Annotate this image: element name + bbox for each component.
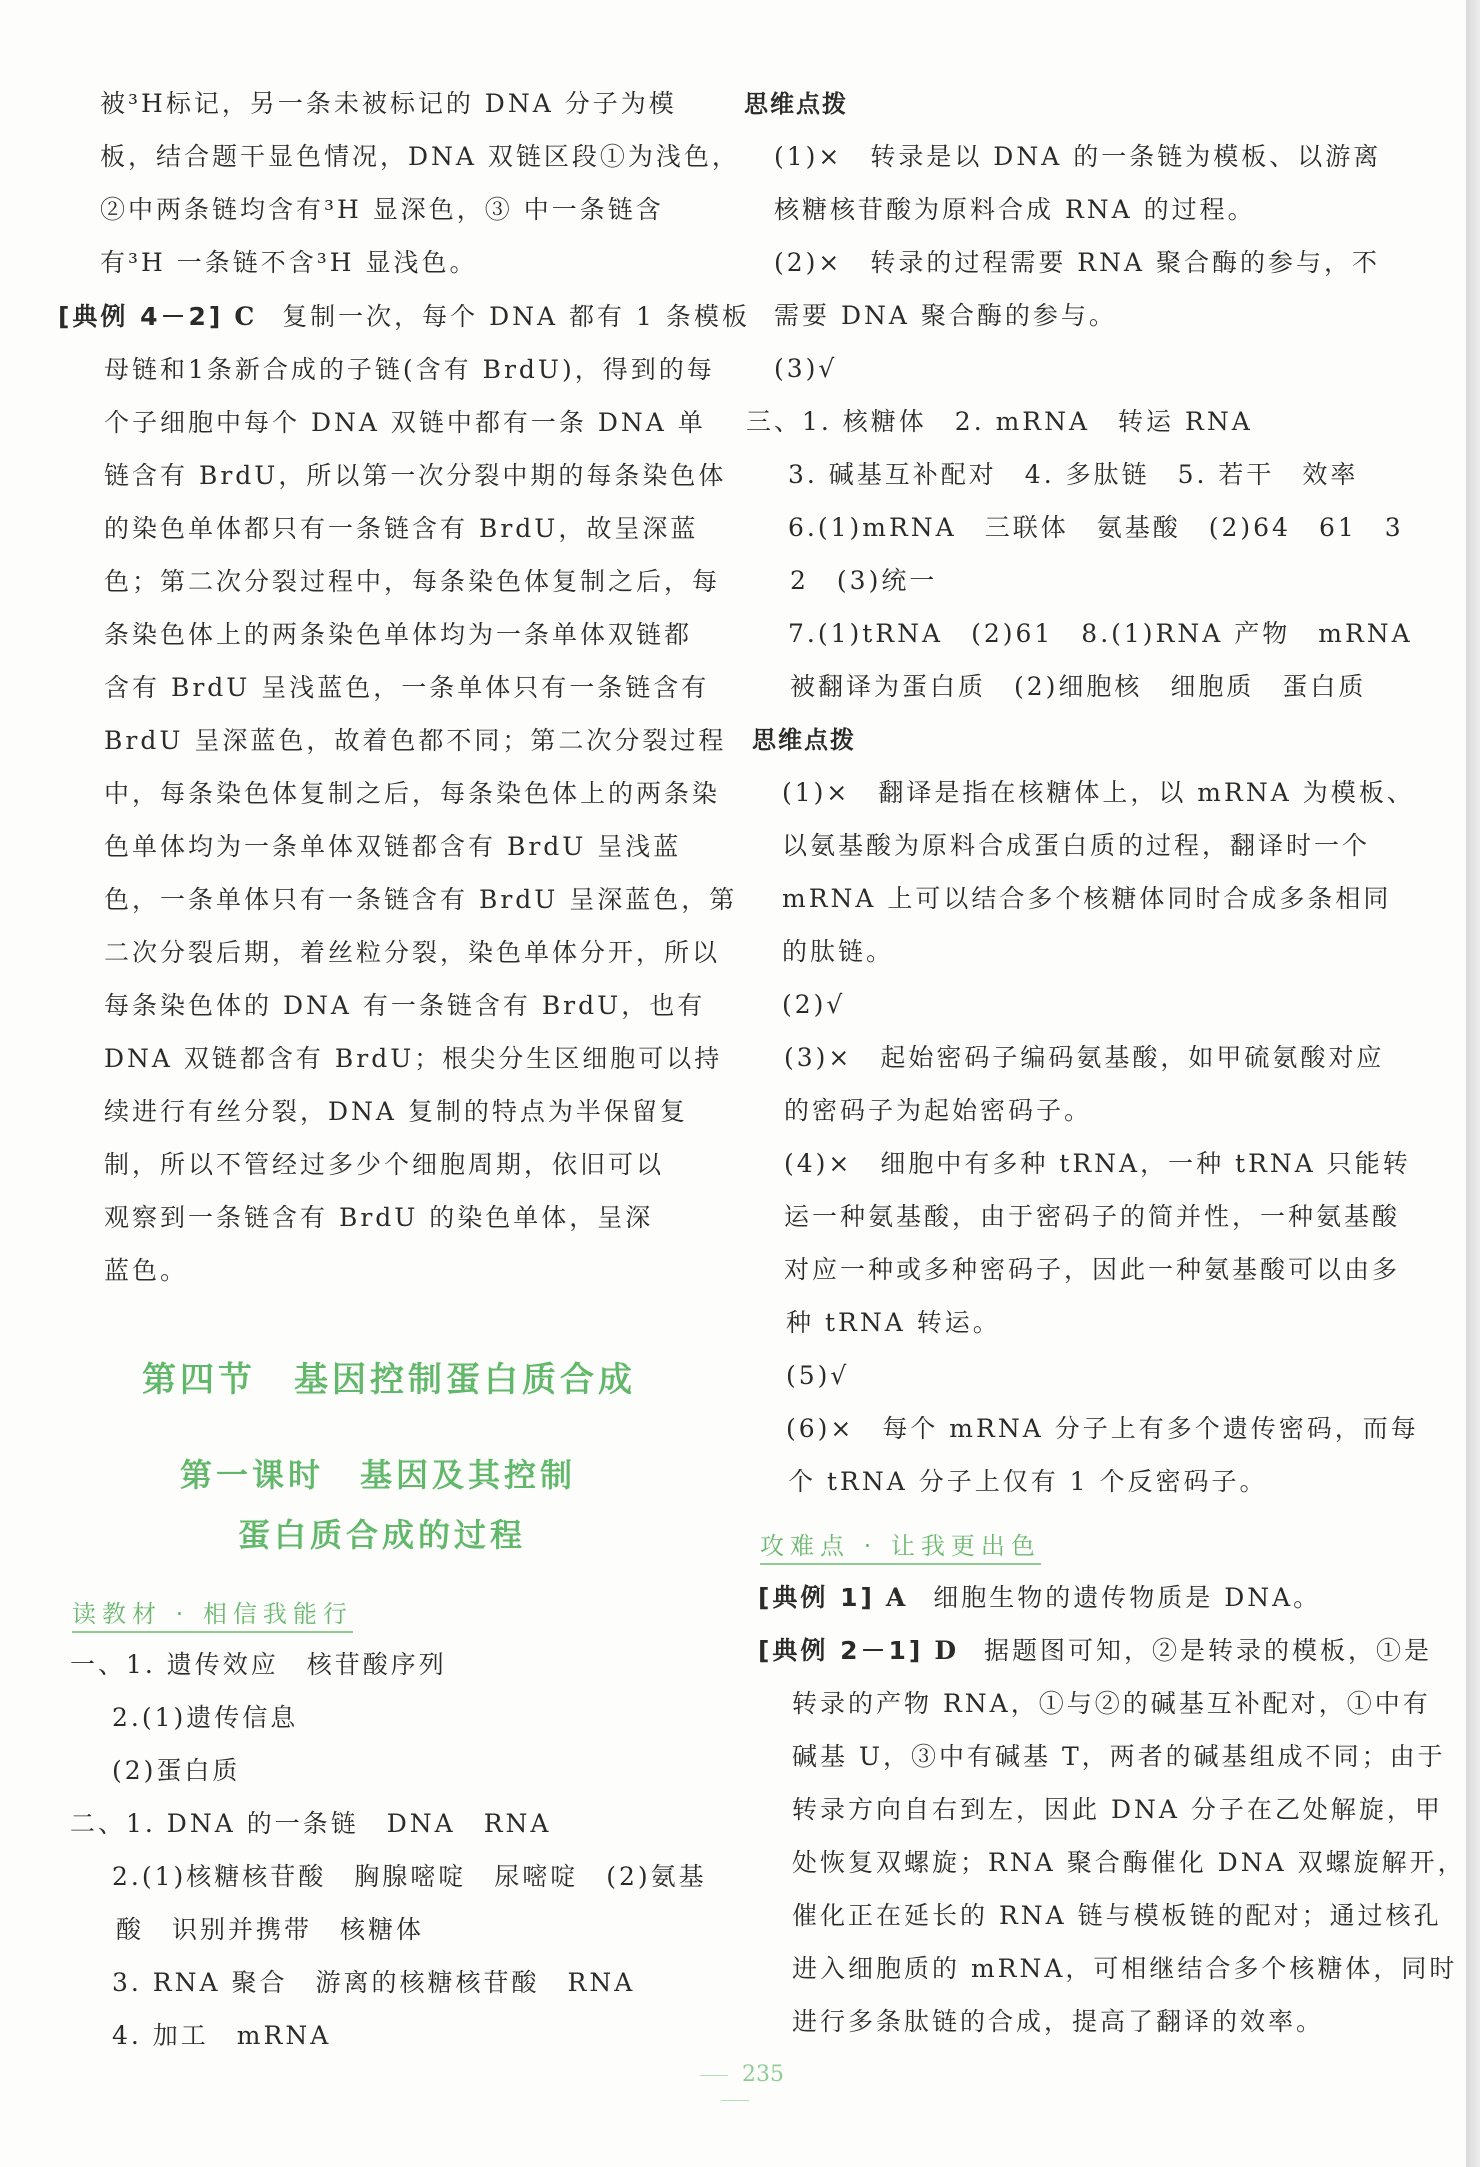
text-line: 进入细胞质的 mRNA，可相继结合多个核糖体，同时 — [792, 1954, 1458, 1983]
text-line: 二次分裂后期，着丝粒分裂，染色单体分开，所以 — [104, 938, 721, 967]
text-line: 的肽链。 — [782, 937, 895, 966]
lesson-title-line-2: 蛋白质合成的过程 — [238, 1516, 527, 1554]
answer-line: 7.(1)tRNA (2)61 8.(1)RNA 产物 mRNA — [788, 619, 1413, 648]
text-line: (4)× 细胞中有多种 tRNA，一种 tRNA 只能转 — [784, 1149, 1411, 1178]
page-number-value: 235 — [742, 2062, 784, 2087]
text-line: 以氨基酸为原料合成蛋白质的过程，翻译时一个 — [782, 831, 1371, 860]
example-answer: A — [885, 1583, 909, 1612]
text-line: 色单体均为一条单体双链都含有 BrdU 呈浅蓝 — [104, 832, 682, 861]
thinking-heading: 思维点拨 — [744, 90, 848, 118]
text-line: 运一种氨基酸，由于密码子的简并性，一种氨基酸 — [784, 1202, 1401, 1231]
example-text: 复制一次，每个 DNA 都有 1 条模板 — [282, 302, 750, 331]
example-answer: C — [234, 302, 258, 331]
text-line: 处恢复双螺旋；RNA 聚合酶催化 DNA 双螺旋解开， — [792, 1848, 1466, 1877]
text-line: (3)× 起始密码子编码氨基酸，如甲硫氨酸对应 — [784, 1043, 1385, 1072]
answer-line: 2.(1)遗传信息 — [112, 1703, 299, 1732]
answer-line: 三、1. 核糖体 2. mRNA 转运 RNA — [746, 407, 1253, 436]
text-line: 有³H 一条链不含³H 显浅色。 — [100, 248, 478, 277]
divider — [700, 2075, 728, 2076]
text-line: 条染色体上的两条染色单体均为一条单体双链都 — [104, 620, 693, 649]
text-line: 个 tRNA 分子上仅有 1 个反密码子。 — [788, 1467, 1268, 1496]
answer-line: 酸 识别并携带 核糖体 — [116, 1915, 425, 1944]
text-line: DNA 双链都含有 BrdU；根尖分生区细胞可以持 — [104, 1044, 723, 1073]
text-line: 被³H标记，另一条未被标记的 DNA 分子为模 — [100, 89, 677, 118]
thinking-heading: 思维点拨 — [752, 726, 856, 754]
text-line: (3)√ — [774, 354, 838, 383]
example-answer: D — [934, 1636, 959, 1665]
lesson-title: 第一课时 基因及其控制 — [180, 1456, 577, 1494]
text-line: 板，结合题干显色情况，DNA 双链区段①为浅色， — [100, 142, 740, 171]
text-line: BrdU 呈深蓝色，故着色都不同；第二次分裂过程 — [104, 726, 727, 755]
text-line: mRNA 上可以结合多个核糖体同时合成多条相同 — [782, 884, 1392, 913]
example-1-line — [758, 1581, 1321, 1615]
answer-line: 二、1. DNA 的一条链 DNA RNA — [70, 1809, 552, 1838]
text-line: (2)× 转录的过程需要 RNA 聚合酶的参与，不 — [774, 248, 1381, 277]
text-line: 种 tRNA 转运。 — [786, 1308, 1001, 1337]
example-2-1-first-line — [758, 1634, 1432, 1668]
example-4-2-first-line — [58, 300, 750, 334]
example-label: [典例 4－2] — [58, 302, 224, 331]
text-line: 需要 DNA 聚合酶的参与。 — [774, 301, 1117, 330]
text-line: 转录的产物 RNA，①与②的碱基互补配对，①中有 — [792, 1689, 1431, 1718]
text-line: 链含有 BrdU，所以第一次分裂中期的每条染色体 — [104, 461, 727, 490]
example-text: 细胞生物的遗传物质是 DNA。 — [933, 1583, 1322, 1612]
answer-line: (2)蛋白质 — [112, 1756, 241, 1785]
text-line: 催化正在延长的 RNA 链与模板链的配对；通过核孔 — [792, 1901, 1442, 1930]
text-line: 色，一条单体只有一条链含有 BrdU 呈深蓝色，第 — [104, 885, 738, 914]
text-line: ②中两条链均含有³H 显深色，③ 中一条链含 — [100, 195, 664, 224]
answer-line: 一、1. 遗传效应 核苷酸序列 — [70, 1650, 447, 1679]
text-line: 母链和1条新合成的子链(含有 BrdU)，得到的每 — [104, 355, 715, 384]
text-line: (1)× 转录是以 DNA 的一条链为模板、以游离 — [774, 142, 1382, 171]
example-label: [典例 2－1] — [758, 1636, 924, 1665]
text-line: 的染色单体都只有一条链含有 BrdU，故呈深蓝 — [104, 514, 699, 543]
attack-heading: 攻难点 · 让我更出色 — [760, 1526, 1041, 1565]
answer-line: 2.(1)核糖核苷酸 胸腺嘧啶 尿嘧啶 (2)氨基 — [112, 1862, 707, 1891]
text-line: 中，每条染色体复制之后，每条染色体上的两条染 — [104, 779, 721, 808]
text-line: 核糖核苷酸为原料合成 RNA 的过程。 — [774, 195, 1256, 224]
example-text: 据题图可知，②是转录的模板，①是 — [983, 1636, 1432, 1665]
text-line: 蓝色。 — [104, 1256, 189, 1285]
text-line: 进行多条肽链的合成，提高了翻译的效率。 — [792, 2007, 1325, 2036]
text-line: 观察到一条链含有 BrdU 的染色单体，呈深 — [104, 1203, 654, 1232]
text-line: (5)√ — [786, 1361, 850, 1390]
answer-line: 被翻译为蛋白质 (2)细胞核 细胞质 蛋白质 — [790, 672, 1367, 701]
text-line: (2)√ — [782, 990, 846, 1019]
text-line: 每条染色体的 DNA 有一条链含有 BrdU，也有 — [104, 991, 706, 1020]
answer-line: 2 (3)统一 — [790, 566, 938, 595]
answer-line: 6.(1)mRNA 三联体 氨基酸 (2)64 61 3 — [788, 513, 1404, 542]
section-title: 第四节 基因控制蛋白质合成 — [142, 1360, 636, 1400]
text-line: 含有 BrdU 呈浅蓝色，一条单体只有一条链含有 — [104, 673, 710, 702]
text-line: (6)× 每个 mRNA 分子上有多个遗传密码，而每 — [786, 1414, 1419, 1443]
answer-line: 3. RNA 聚合 游离的核糖核苷酸 RNA — [112, 1968, 636, 1997]
read-heading: 读教材 · 相信我能行 — [72, 1594, 353, 1633]
answer-line: 4. 加工 mRNA — [112, 2021, 332, 2050]
text-line: 的密码子为起始密码子。 — [784, 1096, 1093, 1125]
answer-line: 3. 碱基互补配对 4. 多肽链 5. 若干 效率 — [788, 460, 1359, 489]
text-line: 对应一种或多种密码子，因此一种氨基酸可以由多 — [784, 1255, 1401, 1284]
text-line: 制，所以不管经过多少个细胞周期，依旧可以 — [104, 1150, 665, 1179]
text-line: 转录方向自右到左，因此 DNA 分子在乙处解旋，甲 — [792, 1795, 1443, 1824]
page-number — [660, 2062, 810, 2112]
text-line: 碱基 U，③中有碱基 T，两者的碱基组成不同；由于 — [792, 1742, 1446, 1771]
text-line: 色；第二次分裂过程中，每条染色体复制之后，每 — [104, 567, 721, 596]
text-line: 个子细胞中每个 DNA 双链中都有一条 DNA 单 — [104, 408, 706, 437]
text-line: (1)× 翻译是指在核糖体上，以 mRNA 为模板、 — [782, 778, 1415, 807]
example-label: [典例 1] — [758, 1583, 875, 1612]
divider — [721, 2100, 749, 2101]
text-line: 续进行有丝分裂，DNA 复制的特点为半保留复 — [104, 1097, 688, 1126]
page-edge — [1466, 0, 1480, 2167]
